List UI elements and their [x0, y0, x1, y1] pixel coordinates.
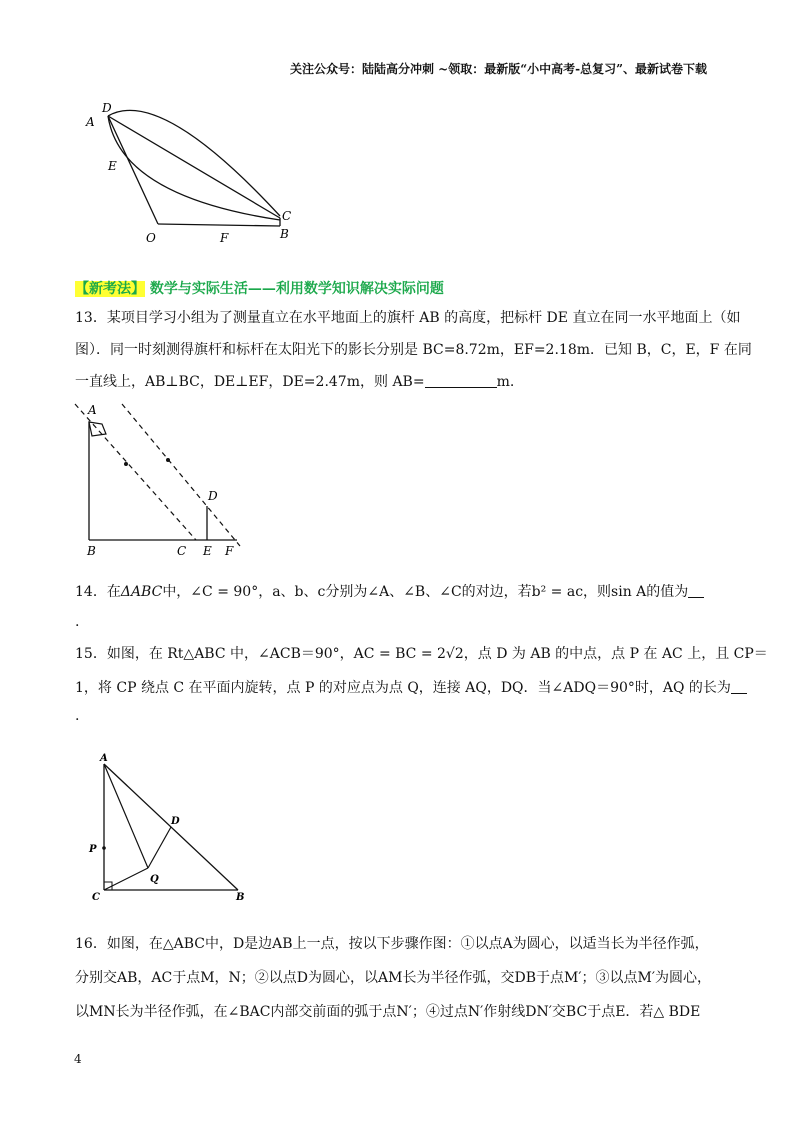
- segment-cq: [104, 868, 148, 890]
- answer-blank-13: [425, 373, 497, 388]
- q15-line-2: [75, 678, 747, 698]
- q15-line-2-text: 1，将 CP 绕点 C 在平面内旋转，点 P 的对应点为点 Q，连接 AQ，DQ．当∠ADQ＝90°时，AQ 的长为: [75, 680, 731, 696]
- label-c: C: [177, 544, 187, 558]
- sun-ray-a-c: [75, 404, 196, 540]
- q16-line-3: 以MN长为半径作弧，在∠BAC内部交前面的弧于点N′；④过点N′作射线DN′交BC于点E．若△ BDE: [75, 1004, 701, 1020]
- segment-ob: [158, 224, 280, 226]
- segment-dc: [108, 116, 280, 218]
- label-b: B: [87, 544, 96, 558]
- section-title: 数学与实际生活——利用数学知识解决实际问题: [145, 281, 444, 297]
- section-tag: 【新考法】: [75, 281, 145, 297]
- label-f: F: [225, 544, 234, 558]
- q13-line-1: 13．某项目学习小组为了测量直立在水平地面上的旗杆 AB 的高度，把标杆 DE 直立在同一水平地面上（如: [75, 310, 741, 326]
- q13-line-3-text: 一直线上，AB⊥BC，DE⊥EF，DE=2.47m，则 AB=: [75, 374, 425, 390]
- q15-line-3: .: [75, 708, 80, 724]
- answer-blank-15: [731, 679, 747, 694]
- ray-point-2: [166, 458, 170, 462]
- label-e: E: [203, 544, 212, 558]
- label-e: E: [108, 159, 117, 173]
- q13-line-3-unit: m.: [496, 374, 515, 390]
- label-a: A: [88, 403, 97, 417]
- label-d: D: [208, 489, 218, 503]
- q14-body: 中，∠C = 90°，a、b、c分别为∠A、∠B、∠C的对边，若b² = ac，则sin A的值为: [162, 584, 689, 600]
- label-a: A: [100, 753, 108, 764]
- answer-blank-14: [688, 583, 704, 598]
- label-q: Q: [150, 874, 159, 885]
- q13-line-2: 图）．同一时刻测得旗杆和标杆在太阳光下的影长分别是 BC=8.72m，EF=2.18m．已知 B，C，E，F 在同: [75, 342, 752, 358]
- figure-13-diagram: [72, 400, 252, 560]
- label-a: A: [86, 115, 95, 129]
- ray-point-1: [124, 462, 128, 466]
- label-b: B: [280, 227, 289, 241]
- flag: [89, 422, 106, 436]
- q14-line-2: .: [75, 614, 80, 630]
- page-number: 4: [74, 1052, 82, 1066]
- q13-line-3: [75, 372, 514, 392]
- figure-12-diagram: [80, 96, 310, 246]
- segment-aq: [104, 764, 148, 868]
- label-d: D: [102, 101, 112, 115]
- point-p: [102, 846, 106, 850]
- q16-line-2: 分别交AB，AC于点M，N；②以点D为圆心，以AM长为半径作弧，交DB于点M′；③以点M′为圆心，: [75, 970, 712, 986]
- q16-line-1: 16．如图，在△ABC中，D是边AB上一点，按以下步骤作图：①以点A为圆心，以适当长为半径作弧，: [75, 936, 709, 952]
- label-f: F: [220, 231, 229, 245]
- figure-15-diagram: [86, 750, 256, 910]
- sun-ray-upper: [122, 404, 240, 546]
- arc-upper: [108, 110, 280, 216]
- label-p: P: [89, 844, 97, 855]
- segment-dq: [148, 827, 171, 868]
- q14-prefix: 14．在: [75, 584, 121, 600]
- q14-line-1: [75, 582, 704, 602]
- label-d: D: [171, 816, 180, 827]
- label-b: B: [236, 892, 245, 903]
- q15-line-1: 15．如图，在 Rt△ABC 中，∠ACB＝90°，AC = BC = 2√2，点 D 为 AB 的中点，点 P 在 AC 上，且 CP＝: [75, 646, 768, 662]
- label-c: C: [282, 209, 292, 223]
- page-header: 关注公众号：陆陆高分冲刺 ~领取：最新版“小中高考-总复习”、最新试卷下载: [290, 62, 708, 76]
- label-o: O: [146, 231, 156, 245]
- label-c: C: [92, 892, 100, 903]
- section-heading: [75, 278, 444, 298]
- q14-triangle: ΔABC: [120, 584, 163, 600]
